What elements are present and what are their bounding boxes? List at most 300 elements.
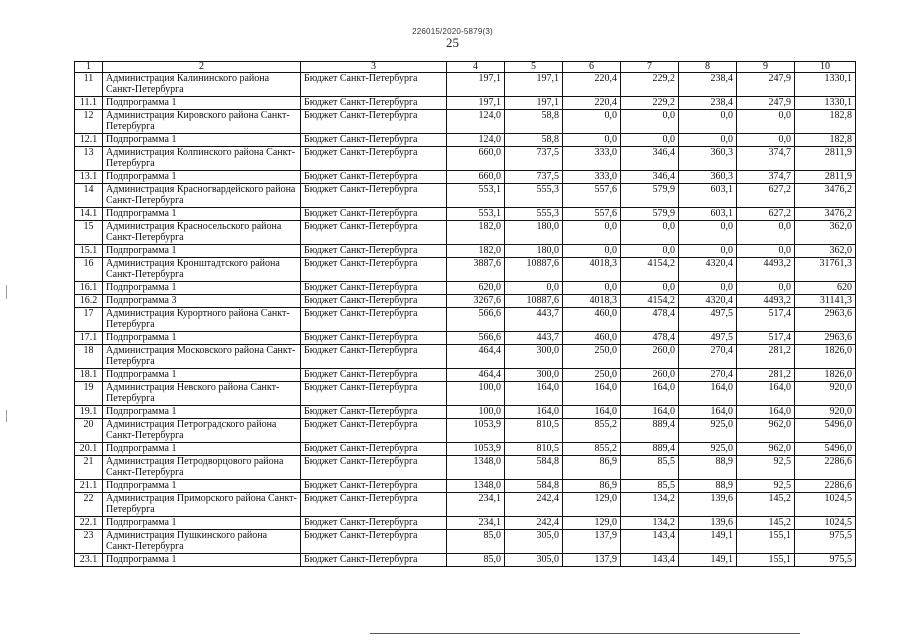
row-name: Администрация Курортного района Санкт-Петербурга (103, 308, 301, 332)
table-row (75, 171, 856, 184)
row-name: Подпрограмма 3 (103, 295, 301, 308)
value-cell: 810,5 (505, 419, 563, 443)
value-cell: 889,4 (621, 419, 679, 443)
value-cell: 1348,0 (447, 480, 505, 493)
value-cell: 155,1 (737, 530, 795, 554)
value-cell: 88,9 (679, 456, 737, 480)
value-cell: 260,0 (621, 345, 679, 369)
value-cell: 627,2 (737, 184, 795, 208)
value-cell: 164,0 (563, 382, 621, 406)
value-cell: 374,7 (737, 147, 795, 171)
value-cell: 1826,0 (795, 345, 856, 369)
column-header: 9 (737, 62, 795, 73)
value-cell: 5496,0 (795, 443, 856, 456)
table-row (75, 345, 856, 369)
value-cell: 603,1 (679, 184, 737, 208)
value-cell: 553,1 (447, 208, 505, 221)
value-cell: 4154,2 (621, 295, 679, 308)
value-cell: 100,0 (447, 406, 505, 419)
table-row (75, 308, 856, 332)
value-cell: 855,2 (563, 419, 621, 443)
column-header: 7 (621, 62, 679, 73)
row-number: 16.1 (75, 282, 103, 295)
funding-source: Бюджет Санкт-Петербурга (301, 406, 447, 419)
value-cell: 260,0 (621, 369, 679, 382)
value-cell: 737,5 (505, 147, 563, 171)
header-row (75, 62, 856, 73)
value-cell: 86,9 (563, 480, 621, 493)
value-cell: 10887,6 (505, 295, 563, 308)
row-name: Администрация Московского района Санкт-Петербурга (103, 345, 301, 369)
value-cell: 2963,6 (795, 308, 856, 332)
row-number: 20.1 (75, 443, 103, 456)
value-cell: 855,2 (563, 443, 621, 456)
value-cell: 4493,2 (737, 295, 795, 308)
value-cell: 362,0 (795, 245, 856, 258)
value-cell: 620,0 (447, 282, 505, 295)
row-number: 19.1 (75, 406, 103, 419)
value-cell: 478,4 (621, 332, 679, 345)
row-name: Подпрограмма 1 (103, 245, 301, 258)
table-row (75, 221, 856, 245)
funding-source: Бюджет Санкт-Петербурга (301, 110, 447, 134)
funding-source: Бюджет Санкт-Петербурга (301, 134, 447, 147)
value-cell: 92,5 (737, 480, 795, 493)
document-code: 226015/2020-5879(3) (412, 27, 493, 36)
value-cell: 3267,6 (447, 295, 505, 308)
value-cell: 557,6 (563, 184, 621, 208)
funding-source: Бюджет Санкт-Петербурга (301, 245, 447, 258)
value-cell: 164,0 (621, 382, 679, 406)
row-name: Администрация Калининского района Санкт-Петербурга (103, 73, 301, 97)
value-cell: 300,0 (505, 345, 563, 369)
value-cell: 333,0 (563, 147, 621, 171)
row-name: Подпрограмма 1 (103, 406, 301, 419)
row-name: Администрация Красногвардейского района Санкт-Петербурга (103, 184, 301, 208)
value-cell: 129,0 (563, 493, 621, 517)
value-cell: 281,2 (737, 369, 795, 382)
row-name: Администрация Невского района Санкт-Петербурга (103, 382, 301, 406)
value-cell: 346,4 (621, 147, 679, 171)
funding-source: Бюджет Санкт-Петербурга (301, 147, 447, 171)
value-cell: 229,2 (621, 73, 679, 97)
row-number: 12.1 (75, 134, 103, 147)
value-cell: 920,0 (795, 382, 856, 406)
value-cell: 346,4 (621, 171, 679, 184)
funding-source: Бюджет Санкт-Петербурга (301, 332, 447, 345)
value-cell: 4493,2 (737, 258, 795, 282)
funding-source: Бюджет Санкт-Петербурга (301, 517, 447, 530)
row-number: 22.1 (75, 517, 103, 530)
value-cell: 85,5 (621, 456, 679, 480)
value-cell: 234,1 (447, 517, 505, 530)
footer-line (370, 633, 800, 634)
value-cell: 220,4 (563, 73, 621, 97)
funding-source: Бюджет Санкт-Петербурга (301, 443, 447, 456)
value-cell: 250,0 (563, 369, 621, 382)
row-name: Администрация Петродворцового района Санкт-Петербурга (103, 456, 301, 480)
value-cell: 975,5 (795, 530, 856, 554)
value-cell: 0,0 (679, 110, 737, 134)
row-name: Подпрограмма 1 (103, 480, 301, 493)
value-cell: 197,1 (505, 97, 563, 110)
value-cell: 374,7 (737, 171, 795, 184)
value-cell: 0,0 (679, 245, 737, 258)
value-cell: 58,8 (505, 134, 563, 147)
value-cell: 85,0 (447, 554, 505, 567)
table-body (75, 62, 856, 567)
value-cell: 0,0 (505, 282, 563, 295)
value-cell: 737,5 (505, 171, 563, 184)
value-cell: 0,0 (621, 282, 679, 295)
value-cell: 149,1 (679, 530, 737, 554)
value-cell: 362,0 (795, 221, 856, 245)
table-row (75, 97, 856, 110)
column-header: 1 (75, 62, 103, 73)
column-header: 4 (447, 62, 505, 73)
funding-source: Бюджет Санкт-Петербурга (301, 308, 447, 332)
value-cell: 182,0 (447, 221, 505, 245)
value-cell: 137,9 (563, 554, 621, 567)
page-number: 25 (446, 35, 459, 50)
value-cell: 0,0 (563, 221, 621, 245)
value-cell: 925,0 (679, 419, 737, 443)
value-cell: 1024,5 (795, 517, 856, 530)
row-number: 17.1 (75, 332, 103, 345)
value-cell: 247,9 (737, 97, 795, 110)
value-cell: 129,0 (563, 517, 621, 530)
value-cell: 660,0 (447, 147, 505, 171)
funding-source: Бюджет Санкт-Петербурга (301, 282, 447, 295)
value-cell: 305,0 (505, 554, 563, 567)
row-name: Подпрограмма 1 (103, 208, 301, 221)
value-cell: 197,1 (505, 73, 563, 97)
value-cell: 4154,2 (621, 258, 679, 282)
table-row (75, 295, 856, 308)
funding-source: Бюджет Санкт-Петербурга (301, 480, 447, 493)
value-cell: 464,4 (447, 345, 505, 369)
margin-mark (6, 285, 7, 299)
value-cell: 0,0 (679, 282, 737, 295)
funding-source: Бюджет Санкт-Петербурга (301, 73, 447, 97)
value-cell: 333,0 (563, 171, 621, 184)
value-cell: 164,0 (679, 382, 737, 406)
row-name: Подпрограмма 1 (103, 517, 301, 530)
row-number: 17 (75, 308, 103, 332)
value-cell: 460,0 (563, 308, 621, 332)
value-cell: 139,6 (679, 493, 737, 517)
value-cell: 164,0 (621, 406, 679, 419)
value-cell: 0,0 (563, 245, 621, 258)
value-cell: 242,4 (505, 493, 563, 517)
table-row (75, 443, 856, 456)
value-cell: 134,2 (621, 493, 679, 517)
value-cell: 555,3 (505, 208, 563, 221)
value-cell: 0,0 (621, 245, 679, 258)
row-number: 16.2 (75, 295, 103, 308)
value-cell: 270,4 (679, 345, 737, 369)
value-cell: 1348,0 (447, 456, 505, 480)
column-header: 6 (563, 62, 621, 73)
value-cell: 566,6 (447, 308, 505, 332)
value-cell: 4018,3 (563, 295, 621, 308)
funding-source: Бюджет Санкт-Петербурга (301, 171, 447, 184)
value-cell: 517,4 (737, 332, 795, 345)
value-cell: 1826,0 (795, 369, 856, 382)
value-cell: 0,0 (737, 134, 795, 147)
row-number: 19 (75, 382, 103, 406)
value-cell: 5496,0 (795, 419, 856, 443)
value-cell: 2811,9 (795, 171, 856, 184)
table-row (75, 147, 856, 171)
row-name: Подпрограмма 1 (103, 171, 301, 184)
value-cell: 100,0 (447, 382, 505, 406)
row-name: Подпрограмма 1 (103, 282, 301, 295)
value-cell: 139,6 (679, 517, 737, 530)
table-row (75, 282, 856, 295)
value-cell: 4320,4 (679, 258, 737, 282)
value-cell: 238,4 (679, 73, 737, 97)
value-cell: 250,0 (563, 345, 621, 369)
value-cell: 553,1 (447, 184, 505, 208)
value-cell: 247,9 (737, 73, 795, 97)
value-cell: 182,8 (795, 110, 856, 134)
row-number: 21.1 (75, 480, 103, 493)
value-cell: 220,4 (563, 97, 621, 110)
funding-source: Бюджет Санкт-Петербурга (301, 554, 447, 567)
row-number: 15 (75, 221, 103, 245)
value-cell: 579,9 (621, 208, 679, 221)
value-cell: 143,4 (621, 554, 679, 567)
value-cell: 31761,3 (795, 258, 856, 282)
value-cell: 460,0 (563, 332, 621, 345)
value-cell: 962,0 (737, 419, 795, 443)
row-name: Администрация Кировского района Санкт-Петербурга (103, 110, 301, 134)
table-row (75, 184, 856, 208)
value-cell: 2963,6 (795, 332, 856, 345)
value-cell: 566,6 (447, 332, 505, 345)
value-cell: 238,4 (679, 97, 737, 110)
funding-source: Бюджет Санкт-Петербурга (301, 97, 447, 110)
value-cell: 86,9 (563, 456, 621, 480)
value-cell: 58,8 (505, 110, 563, 134)
column-header: 10 (795, 62, 856, 73)
value-cell: 620 (795, 282, 856, 295)
funding-source: Бюджет Санкт-Петербурга (301, 419, 447, 443)
value-cell: 182,8 (795, 134, 856, 147)
column-header: 5 (505, 62, 563, 73)
value-cell: 810,5 (505, 443, 563, 456)
value-cell: 497,5 (679, 332, 737, 345)
row-number: 15.1 (75, 245, 103, 258)
value-cell: 660,0 (447, 171, 505, 184)
row-name: Администрация Колпинского района Санкт-Петербурга (103, 147, 301, 171)
value-cell: 180,0 (505, 221, 563, 245)
value-cell: 164,0 (737, 382, 795, 406)
value-cell: 0,0 (737, 282, 795, 295)
table-row (75, 419, 856, 443)
value-cell: 360,3 (679, 147, 737, 171)
row-name: Администрация Пушкинского района Санкт-Петербурга (103, 530, 301, 554)
row-number: 14.1 (75, 208, 103, 221)
value-cell: 584,8 (505, 456, 563, 480)
funding-source: Бюджет Санкт-Петербурга (301, 345, 447, 369)
table-row (75, 73, 856, 97)
row-name: Подпрограмма 1 (103, 443, 301, 456)
value-cell: 197,1 (447, 97, 505, 110)
funding-source: Бюджет Санкт-Петербурга (301, 369, 447, 382)
value-cell: 0,0 (621, 134, 679, 147)
table-row (75, 208, 856, 221)
margin-mark (6, 410, 7, 422)
table-row (75, 530, 856, 554)
value-cell: 2286,6 (795, 456, 856, 480)
row-name: Администрация Кронштадтского района Санкт-Петербурга (103, 258, 301, 282)
value-cell: 497,5 (679, 308, 737, 332)
row-number: 12 (75, 110, 103, 134)
value-cell: 0,0 (621, 110, 679, 134)
value-cell: 579,9 (621, 184, 679, 208)
row-name: Подпрограмма 1 (103, 554, 301, 567)
value-cell: 0,0 (563, 110, 621, 134)
row-number: 14 (75, 184, 103, 208)
value-cell: 234,1 (447, 493, 505, 517)
table-row (75, 456, 856, 480)
value-cell: 197,1 (447, 73, 505, 97)
value-cell: 962,0 (737, 443, 795, 456)
table-row (75, 258, 856, 282)
funding-source: Бюджет Санкт-Петербурга (301, 493, 447, 517)
funding-source: Бюджет Санкт-Петербурга (301, 184, 447, 208)
value-cell: 0,0 (679, 221, 737, 245)
row-name: Администрация Красносельского района Санкт-Петербурга (103, 221, 301, 245)
value-cell: 85,5 (621, 480, 679, 493)
value-cell: 85,0 (447, 530, 505, 554)
row-name: Подпрограмма 1 (103, 134, 301, 147)
value-cell: 443,7 (505, 332, 563, 345)
value-cell: 627,2 (737, 208, 795, 221)
column-header: 8 (679, 62, 737, 73)
value-cell: 305,0 (505, 530, 563, 554)
table-row (75, 369, 856, 382)
value-cell: 145,2 (737, 493, 795, 517)
row-number: 23 (75, 530, 103, 554)
value-cell: 92,5 (737, 456, 795, 480)
value-cell: 464,4 (447, 369, 505, 382)
value-cell: 242,4 (505, 517, 563, 530)
value-cell: 1024,5 (795, 493, 856, 517)
value-cell: 0,0 (679, 134, 737, 147)
value-cell: 155,1 (737, 554, 795, 567)
value-cell: 0,0 (563, 134, 621, 147)
row-number: 18 (75, 345, 103, 369)
value-cell: 164,0 (505, 406, 563, 419)
value-cell: 584,8 (505, 480, 563, 493)
row-name: Администрация Приморского района Санкт-Петербурга (103, 493, 301, 517)
row-number: 20 (75, 419, 103, 443)
value-cell: 270,4 (679, 369, 737, 382)
value-cell: 0,0 (737, 110, 795, 134)
funding-source: Бюджет Санкт-Петербурга (301, 258, 447, 282)
value-cell: 143,4 (621, 530, 679, 554)
row-number: 22 (75, 493, 103, 517)
value-cell: 0,0 (737, 245, 795, 258)
value-cell: 603,1 (679, 208, 737, 221)
table-row (75, 493, 856, 517)
value-cell: 4018,3 (563, 258, 621, 282)
value-cell: 925,0 (679, 443, 737, 456)
funding-source: Бюджет Санкт-Петербурга (301, 208, 447, 221)
row-name: Подпрограмма 1 (103, 97, 301, 110)
value-cell: 1330,1 (795, 97, 856, 110)
row-number: 11.1 (75, 97, 103, 110)
value-cell: 360,3 (679, 171, 737, 184)
value-cell: 124,0 (447, 134, 505, 147)
value-cell: 557,6 (563, 208, 621, 221)
value-cell: 0,0 (737, 221, 795, 245)
column-header: 2 (103, 62, 301, 73)
value-cell: 0,0 (621, 221, 679, 245)
row-name: Администрация Петроградского района Санкт-Петербурга (103, 419, 301, 443)
value-cell: 975,5 (795, 554, 856, 567)
value-cell: 164,0 (505, 382, 563, 406)
value-cell: 137,9 (563, 530, 621, 554)
value-cell: 164,0 (679, 406, 737, 419)
row-number: 16 (75, 258, 103, 282)
table-row (75, 554, 856, 567)
value-cell: 281,2 (737, 345, 795, 369)
row-name: Подпрограмма 1 (103, 332, 301, 345)
value-cell: 889,4 (621, 443, 679, 456)
value-cell: 164,0 (563, 406, 621, 419)
value-cell: 443,7 (505, 308, 563, 332)
table-row (75, 245, 856, 258)
value-cell: 3476,2 (795, 184, 856, 208)
value-cell: 1053,9 (447, 443, 505, 456)
row-number: 21 (75, 456, 103, 480)
row-number: 13.1 (75, 171, 103, 184)
value-cell: 31141,3 (795, 295, 856, 308)
table-row (75, 332, 856, 345)
table-row (75, 480, 856, 493)
value-cell: 555,3 (505, 184, 563, 208)
value-cell: 0,0 (563, 282, 621, 295)
value-cell: 124,0 (447, 110, 505, 134)
row-number: 18.1 (75, 369, 103, 382)
value-cell: 180,0 (505, 245, 563, 258)
funding-source: Бюджет Санкт-Петербурга (301, 530, 447, 554)
value-cell: 149,1 (679, 554, 737, 567)
value-cell: 517,4 (737, 308, 795, 332)
table-row (75, 134, 856, 147)
value-cell: 4320,4 (679, 295, 737, 308)
value-cell: 164,0 (737, 406, 795, 419)
table-row (75, 406, 856, 419)
value-cell: 182,0 (447, 245, 505, 258)
value-cell: 134,2 (621, 517, 679, 530)
value-cell: 88,9 (679, 480, 737, 493)
table-row (75, 110, 856, 134)
value-cell: 1053,9 (447, 419, 505, 443)
row-number: 11 (75, 73, 103, 97)
row-number: 23.1 (75, 554, 103, 567)
value-cell: 145,2 (737, 517, 795, 530)
row-number: 13 (75, 147, 103, 171)
table-row (75, 517, 856, 530)
value-cell: 920,0 (795, 406, 856, 419)
funding-source: Бюджет Санкт-Петербурга (301, 456, 447, 480)
value-cell: 2286,6 (795, 480, 856, 493)
